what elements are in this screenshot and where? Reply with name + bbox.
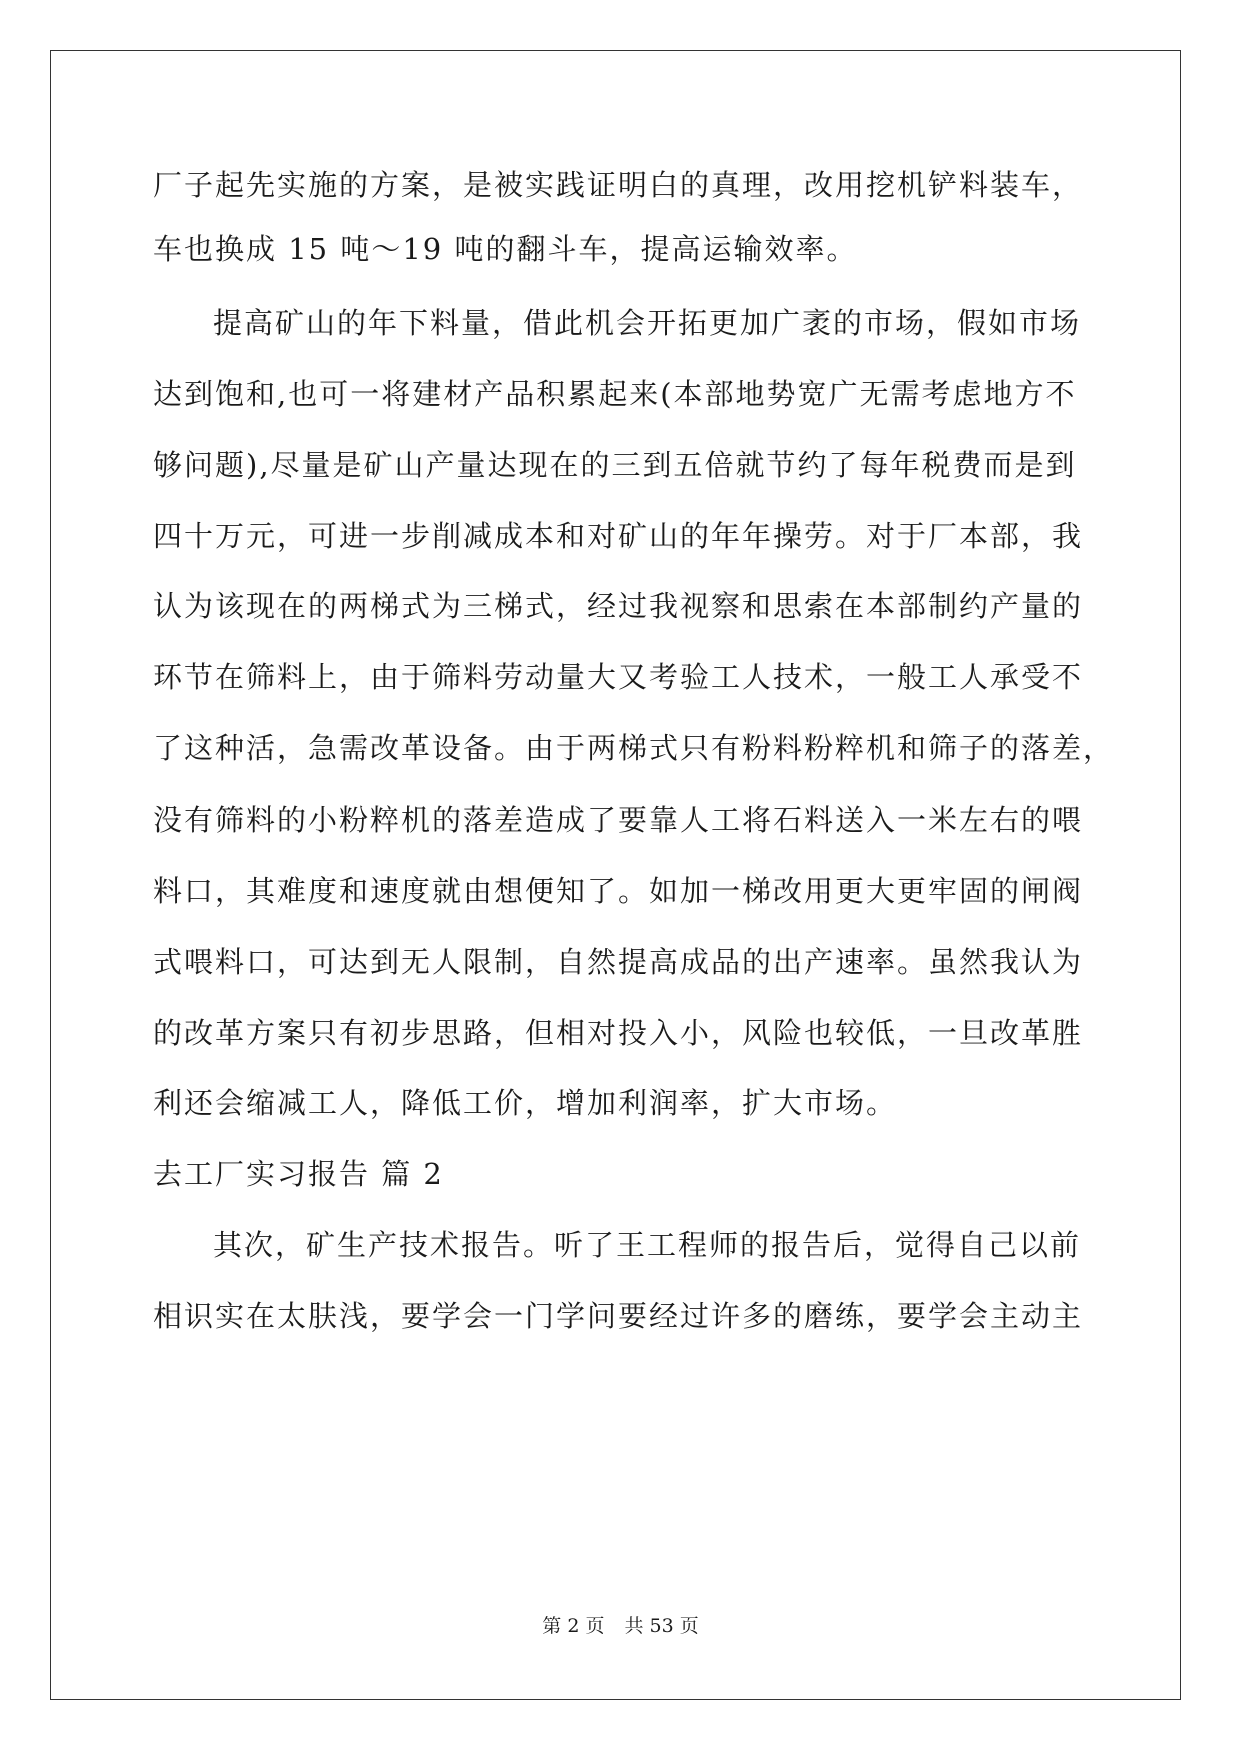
- paragraph-line: 相识实在太肤浅，要学会一门学问要经过许多的磨练，要学会主动主: [153, 1299, 1084, 1333]
- paragraph-line: 四十万元，可进一步削减成本和对矿山的年年操劳。对于厂本部，我: [153, 519, 1084, 553]
- paragraph-line: 车也换成 15 吨～19 吨的翻斗车，提高运输效率。: [153, 232, 858, 266]
- paragraph-line: 达到饱和,也可一将建材产品积累起来(本部地势宽广无需考虑地方不: [153, 377, 1077, 411]
- paragraph-line: 式喂料口，可达到无人限制，自然提高成品的出产速率。虽然我认为: [153, 945, 1084, 979]
- page-number: 第 2 页: [542, 1615, 605, 1637]
- paragraph-line: 没有筛料的小粉粹机的落差造成了要靠人工将石料送入一米左右的喂: [153, 803, 1084, 837]
- paragraph-line: 环节在筛料上，由于筛料劳动量大又考验工人技术，一般工人承受不: [153, 660, 1084, 694]
- paragraph-line: 认为该现在的两梯式为三梯式，经过我视察和思索在本部制约产量的: [153, 589, 1084, 623]
- paragraph-line: 了这种活，急需改革设备。由于两梯式只有粉料粉粹机和筛子的落差，: [153, 731, 1115, 765]
- section-heading: 去工厂实习报告 篇 2: [153, 1157, 444, 1191]
- paragraph-line: 利还会缩减工人，降低工价，增加利润率，扩大市场。: [153, 1086, 898, 1120]
- page-footer: [0, 1614, 1241, 1638]
- paragraph-line: 其次，矿生产技术报告。听了王工程师的报告后，觉得自己以前: [213, 1228, 1082, 1262]
- paragraph-line: 的改革方案只有初步思路，但相对投入小，风险也较低，一旦改革胜: [153, 1016, 1084, 1050]
- paragraph-line: 料口，其难度和速度就由想便知了。如加一梯改用更大更牢固的闸阀: [153, 874, 1084, 908]
- paragraph-line: 提高矿山的年下料量，借此机会开拓更加广袤的市场，假如市场: [213, 306, 1082, 340]
- paragraph-line: 够问题),尽量是矿山产量达现在的三到五倍就节约了每年税费而是到: [153, 448, 1077, 482]
- paragraph-line: 厂子起先实施的方案，是被实践证明白的真理，改用挖机铲料装车，: [153, 168, 1084, 202]
- page-total: 共 53 页: [624, 1615, 699, 1637]
